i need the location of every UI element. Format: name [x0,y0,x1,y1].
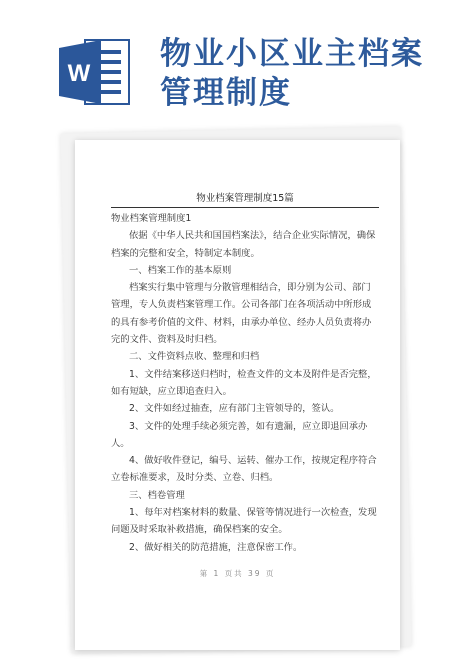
doc-paragraph: 物业档案管理制度1 [111,213,192,224]
document-page [75,140,400,650]
doc-paragraph: 3、文件的处理手续必须完善，如有遗漏，应立即退回承办人。 [111,420,368,449]
document-body [111,210,379,556]
doc-paragraph: 档案实行集中管理与分散管理相结合，即分别为公司、部门管理，专人负责档案管理工作。公司各部门在各项活动中所形成的具有参考价值的文件、材料，由承办单位、经办人员负责将办完的文件、资料及时归档。 [111,282,372,346]
word-doc-icon [57,36,133,108]
doc-paragraph: 4、做好收件登记，编号、运转、催办工作，按规定程序符合立卷标准要求，及时分类、立卷、归档。 [111,455,377,484]
cover-title-line-1: 物业小区业主档案 [160,36,424,72]
document-heading: 物业档案管理制度15篇 [111,190,379,208]
doc-paragraph: 依据《中华人民共和国国档案法》，结合企业实际情况，确保档案的完整和安全，特制定本制度。 [111,230,376,259]
doc-paragraph: 三、档卷管理 [129,489,185,501]
doc-paragraph: 1、文件结案移送归档时，检查文件的文本及附件是否完整，如有短缺，应立即追查归入。 [111,368,377,397]
page-number-footer: 第 1 页共 39 页 [199,569,276,578]
doc-paragraph: 二、文件资料点收、整理和归档 [129,351,260,363]
doc-paragraph: 2、做好相关的防范措施，注意保密工作。 [129,541,303,553]
cover-title-line-2: 管理制度 [160,75,292,111]
doc-paragraph: 2、文件如经过抽查，应有部门主管领导的，签认。 [129,403,340,415]
svg-text:W: W [67,60,91,87]
cover-header [0,0,474,120]
doc-paragraph: 一、档案工作的基本原则 [129,264,232,276]
doc-paragraph: 1、每年对档案材料的数量、保管等情况进行一次检查，发现问题及时采取补救措施，确保档案的安全。 [111,507,377,536]
